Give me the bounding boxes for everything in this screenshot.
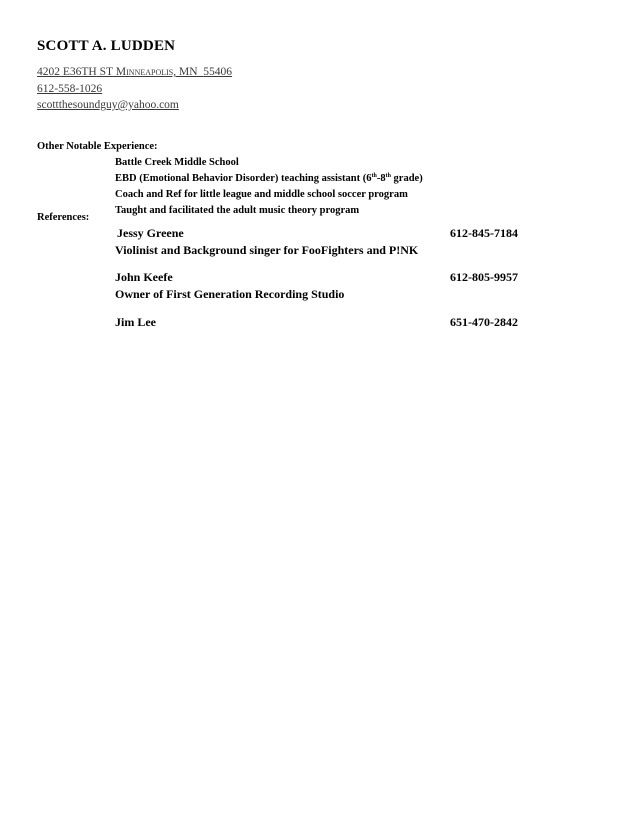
superscript: th <box>385 173 391 179</box>
phone-link[interactable]: 612-558-1026 <box>37 83 103 95</box>
experience-heading: Other Notable Experience: <box>37 141 158 152</box>
address-st: ST <box>96 66 114 78</box>
experience-text: EBD (Emotional Behavior Disorder) teaching assistant (6 <box>115 173 372 184</box>
reference-phone: 612-805-9957 <box>450 270 518 284</box>
address-ordinal: TH <box>81 66 97 78</box>
reference-description: Violinist and Background singer for FooFighters and P!NK <box>115 243 419 257</box>
references-heading: References: <box>37 212 90 223</box>
address-city: Minneapolis, MN <box>113 66 198 78</box>
experience-item: Coach and Ref for little league and middle school soccer program <box>115 189 408 200</box>
experience-item: Battle Creek Middle School <box>115 157 239 168</box>
address-line <box>37 66 232 78</box>
address-zip: 55406 <box>203 66 233 78</box>
reference-name: Jessy Greene <box>117 226 184 240</box>
resume-name: SCOTT A. LUDDEN <box>37 38 176 54</box>
reference-name: John Keefe <box>115 270 173 284</box>
address-street: 4202 E36 <box>37 66 82 78</box>
reference-name: Jim Lee <box>115 315 156 329</box>
reference-phone: 651-470-2842 <box>450 315 518 329</box>
experience-text: -8 <box>376 173 386 184</box>
reference-phone: 612-845-7184 <box>450 226 518 240</box>
superscript: th <box>371 173 377 179</box>
experience-text: grade) <box>390 173 423 184</box>
experience-item: Taught and facilitated the adult music theory program <box>115 205 360 216</box>
email-link[interactable]: scottthesoundguy@yahoo.com <box>37 99 179 111</box>
experience-item <box>115 173 423 184</box>
reference-description: Owner of First Generation Recording Studio <box>115 287 345 301</box>
